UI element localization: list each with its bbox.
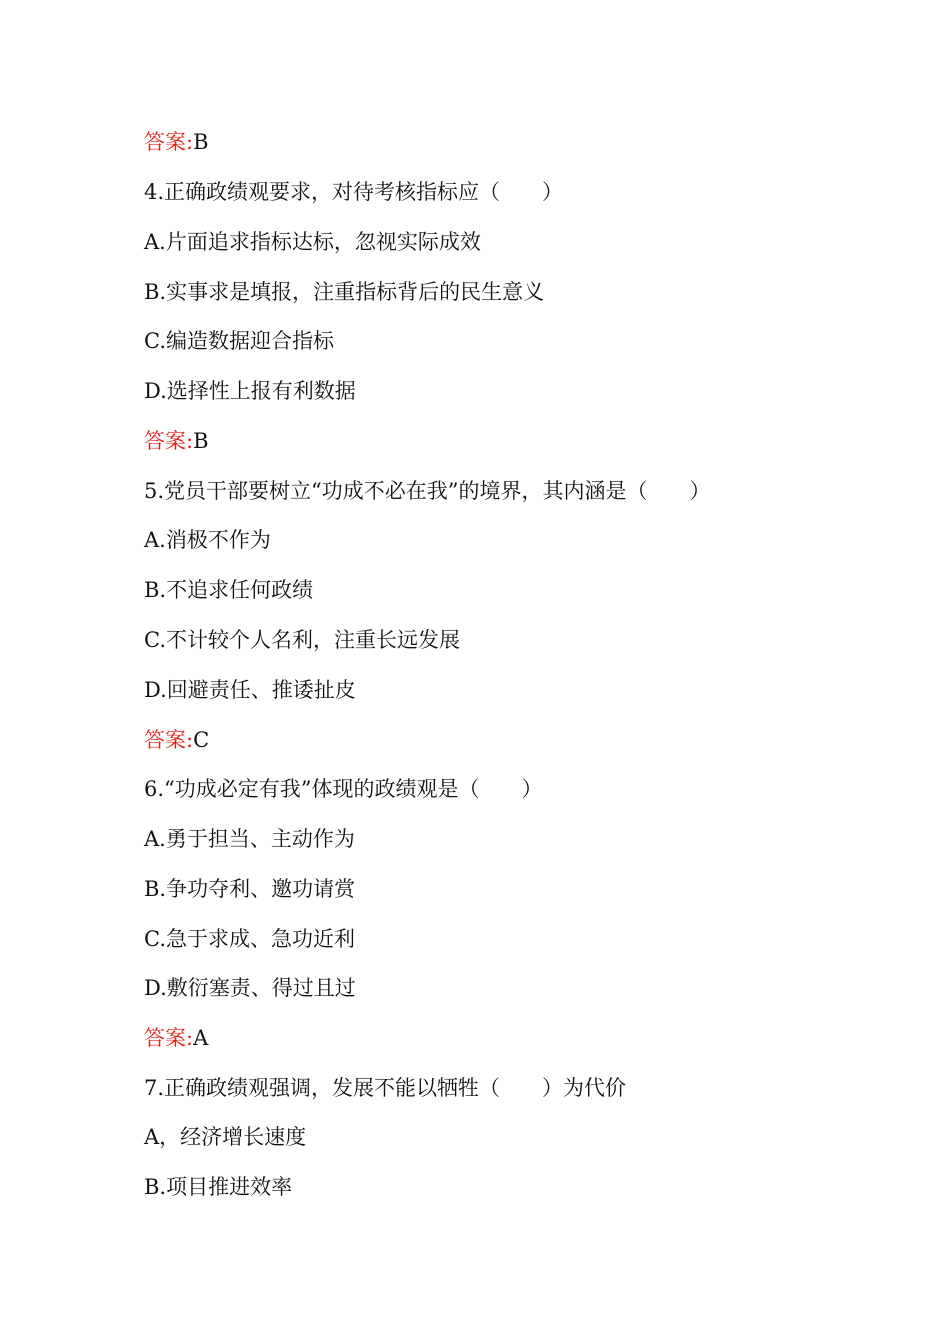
answer-value: B [193,130,209,154]
option-4b: B.实事求是填报，注重指标背后的民生意义 [144,280,545,304]
option-4d: D.选择性上报有利数据 [144,379,356,403]
option-5a: A.消极不作为 [144,528,271,552]
answer-line [144,726,209,754]
question-5: 5.党员干部要树立“功成不必在我”的境界，其内涵是（ ） [144,479,711,503]
answer-label: 答案: [144,130,194,154]
option-5b: B.不追求任何政绩 [144,578,314,602]
option-5c: C.不计较个人名利，注重长远发展 [144,628,460,652]
answer-label: 答案: [144,429,194,453]
option-4a: A.片面追求指标达标，忽视实际成效 [144,230,481,254]
option-7a: A，经济增长速度 [144,1125,307,1149]
answer-line [144,1024,208,1052]
answer-value: B [193,429,209,453]
option-7b: B.项目推进效率 [144,1175,293,1199]
answer-value: C [193,728,210,752]
question-4: 4.正确政绩观要求，对待考核指标应（ ） [144,180,564,204]
question-7: 7.正确政绩观强调，发展不能以牺牲（ ）为代价 [144,1076,627,1100]
option-6d: D.敷衍塞责、得过且过 [144,976,356,1000]
answer-label: 答案: [144,1026,194,1050]
answer-line [144,128,209,156]
answer-line [144,427,209,455]
answer-value: A [193,1026,209,1050]
answer-label: 答案: [144,728,194,752]
question-6: 6.“功成必定有我”体现的政绩观是（ ） [144,777,543,801]
option-6b: B.争功夺利、邀功请赏 [144,877,356,901]
option-6a: A.勇于担当、主动作为 [144,827,355,851]
option-4c: C.编造数据迎合指标 [144,329,334,353]
option-6c: C.急于求成、急功近利 [144,927,355,951]
option-5d: D.回避责任、推诿扯皮 [144,678,356,702]
